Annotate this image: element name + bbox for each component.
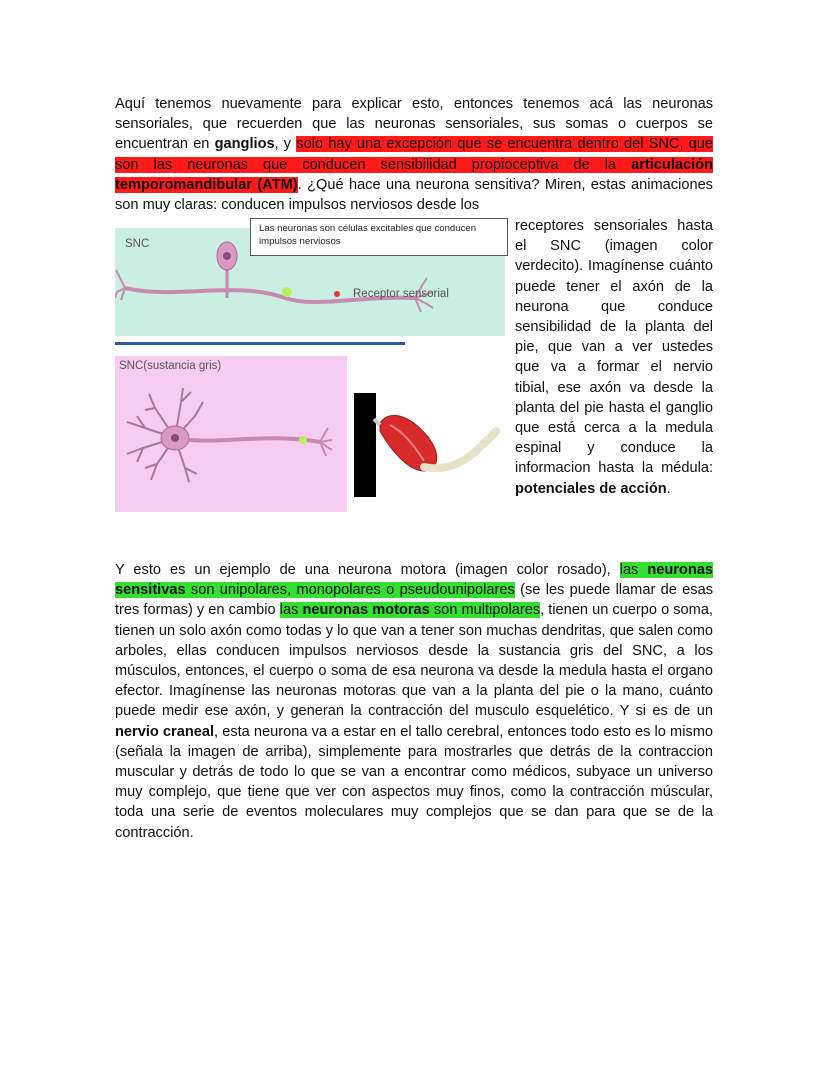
divider-line [115,342,405,345]
highlight-text: son unipolares, monopolares o pseudounipolares [185,582,515,599]
text: , esta neurona va a estar en el tallo cerebral, entonces todo esto es lo mismo (señala la imagen de arriba), simplemente para mostrarles que detrás de la contraccion muscular y detrás de todo lo que se van a encontrar como médicos, subyace un universo muy complejo, que tiene que ver con aspectos muy finos, como la contracción múscular, toda una serie de eventos moleculares muy complejos que se dan para que se de la contracción. [115,723,714,841]
paragraph-intro [115,94,713,215]
text: . ¿Qué hace una neurona sensitiva? Miren, estas animaciones son muy claras: conducen impulsos nerviosos desde los [115,176,713,214]
bold-neuronas-sensitivas: neuronas sensitivas [115,562,713,599]
text: (se les puede llamar de esas tres formas) y en cambio [115,582,713,619]
text: Y esto es un ejemplo de una neurona motora (imagen color rosado), [115,562,620,578]
highlight-motoras [280,602,540,618]
caption-box: Las neuronas son células excitables que conducen impulsos nerviosos [250,218,508,256]
muscle-drawing [350,385,500,500]
bold-atm: articulación temporomandibular (ATM) [115,156,713,193]
highlight-text: solo hay una excepción que se encuentra dentro del SNC, que son las neuronas que conducen sensibilidad propioceptiva de la [115,136,714,173]
text: . [666,480,671,497]
text: , tienen un cuerpo o soma, tienen un solo axón como todas y lo que van a tener son muchas dendritas, que salen como arboles, ellas conducen impulsos nerviosos desde la sustancia gris del SNC, a los músculos, entonces, el cuerpo o soma de esa neurona va desde la medula hasta el organo efector. Imagínense las neuronas motoras que van a la planta del pie o la mano, cuánto puede medir ese axón, y generan la contracción del musculo esquelético. Y si es de un [115,602,713,720]
motor-neuron-image [115,356,347,512]
muscle-image [350,385,500,500]
highlight-text: son multipolares [429,602,541,619]
paragraph-side [515,216,713,499]
highlight-text: las [279,602,303,619]
bold-potenciales: potenciales de acción [515,480,667,497]
bold-ganglios: ganglios [214,136,275,153]
label-snc-gris: SNC(sustancia gris) [119,360,222,372]
bold-neuronas-motoras: neuronas motoras [302,602,430,619]
text: , y [274,136,297,153]
text: receptores sensoriales hasta el SNC (imagen color verdecito). Imagínense cuánto puede tener el axón de la neurona que conduce sensibilidad de la planta del pie, que van a ver ustedes que va a formar el nervio tibial, ese axón va desde la planta del pie hasta el ganglio que está cerca a la medula espinal y conduce la informacion hasta la médula: [515,218,713,477]
bold-nervio-craneal: nervio craneal [115,723,215,740]
motor-neuron-drawing [115,356,347,512]
label-snc: SNC [125,238,150,250]
paragraph-motor [115,560,713,843]
text: Aquí tenemos nuevamente para explicar esto, entonces tenemos acá las neuronas sensoriales, que recuerden que las neuronas sensoriales, sus somas o cuerpos se encuentran en [115,96,713,153]
highlight-text: las [619,562,648,578]
label-receptor: Receptor sensorial [353,288,449,300]
